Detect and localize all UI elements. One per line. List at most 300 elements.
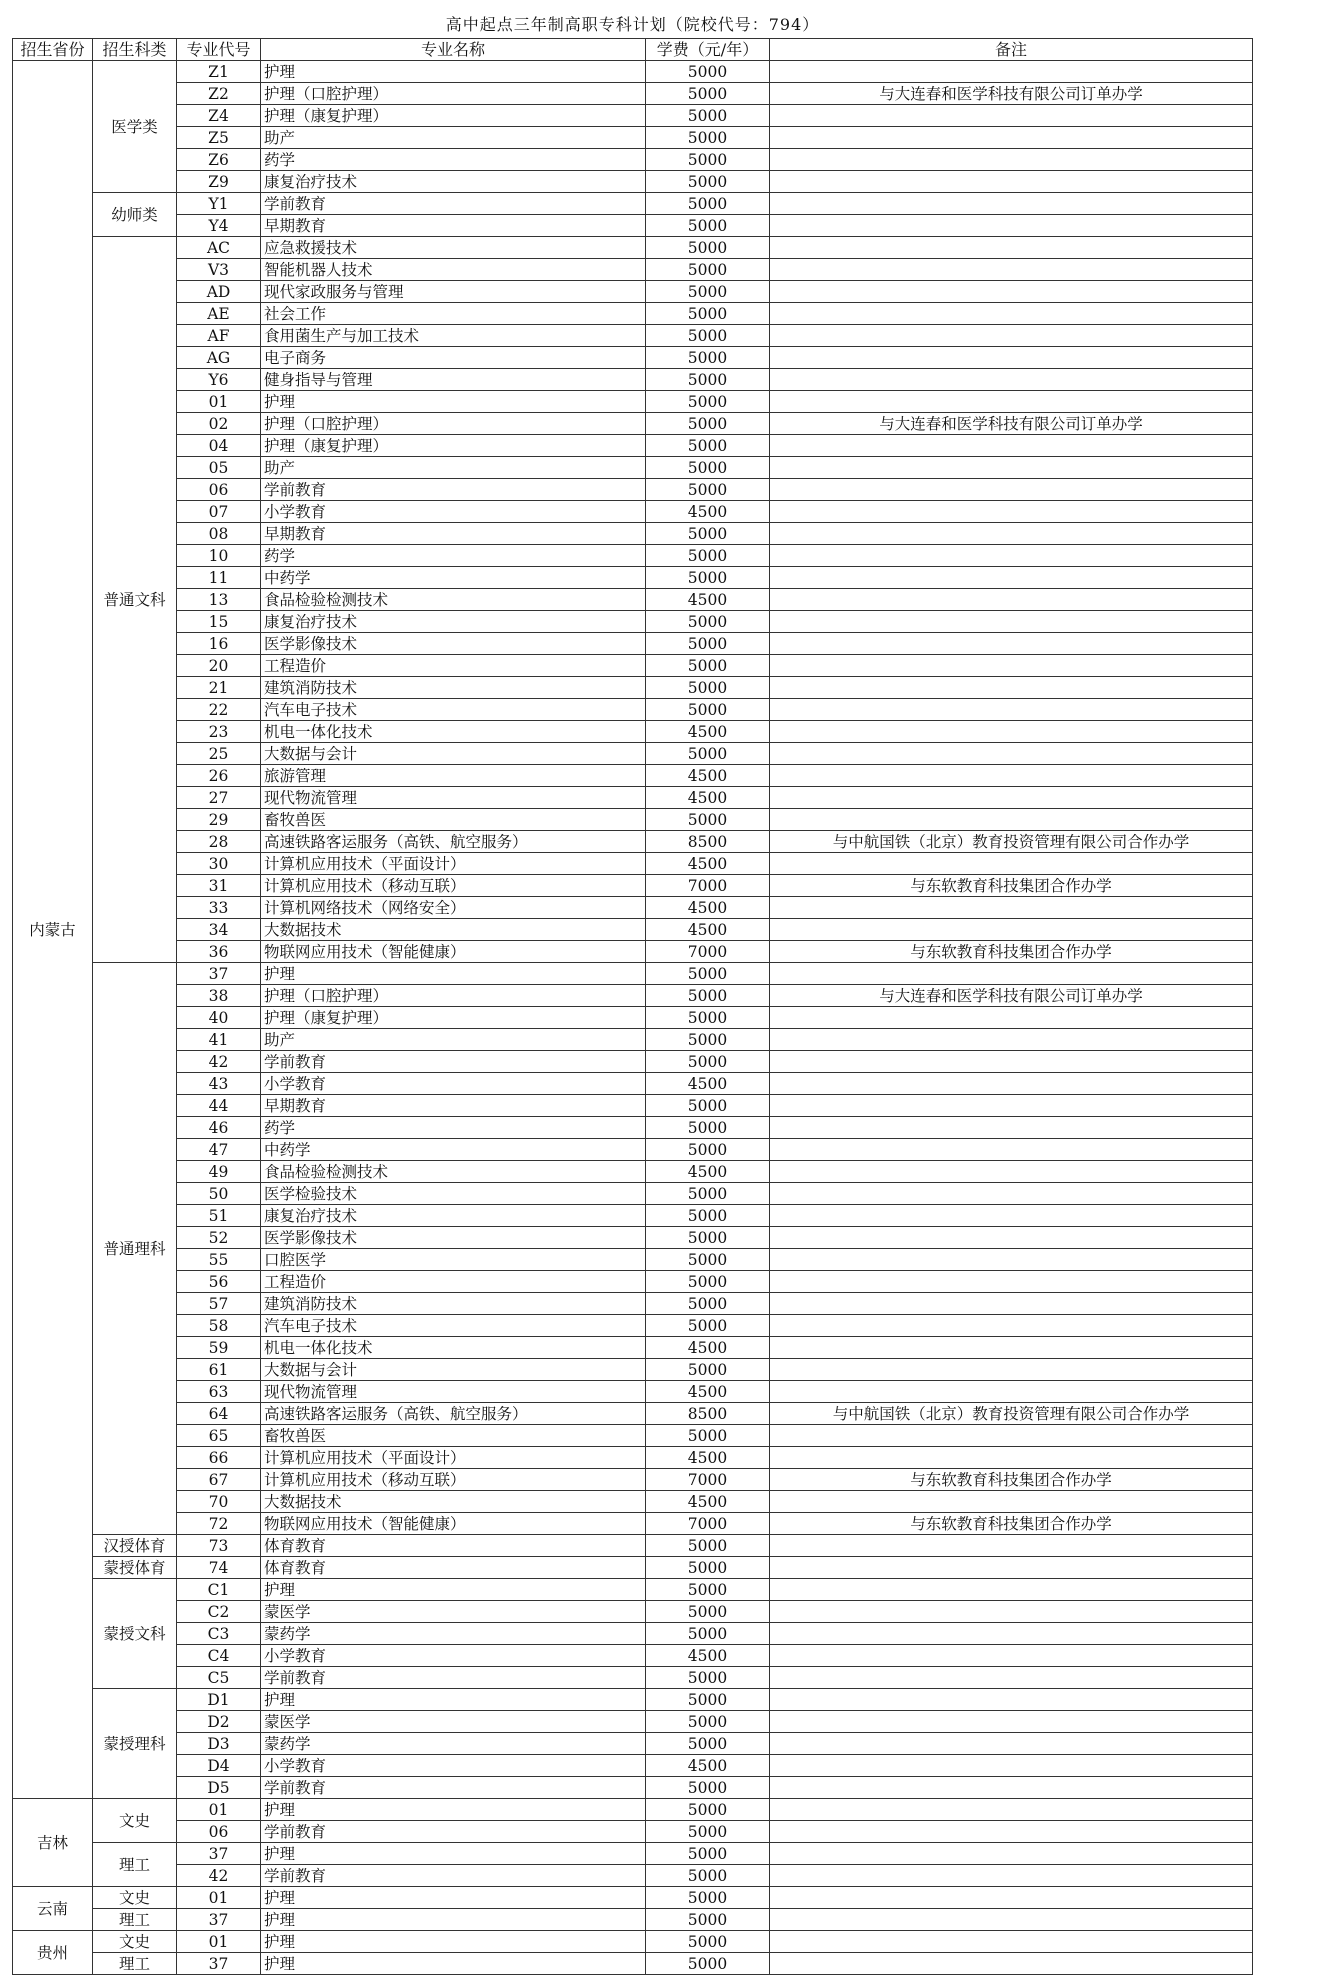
major-name-cell: 护理（康复护理） — [261, 105, 646, 127]
major-code-cell: 37 — [177, 1843, 261, 1865]
table-row — [13, 303, 1253, 325]
tuition-cell: 8500 — [646, 1403, 770, 1425]
major-code-cell: 01 — [177, 1887, 261, 1909]
table-row — [13, 127, 1253, 149]
table-row — [13, 1205, 1253, 1227]
remarks-cell — [770, 501, 1253, 523]
category-cell: 幼师类 — [93, 193, 177, 237]
table-row — [13, 831, 1253, 853]
major-code-cell: 05 — [177, 457, 261, 479]
remarks-cell: 与中航国铁（北京）教育投资管理有限公司合作办学 — [770, 1403, 1253, 1425]
major-name-cell: 护理 — [261, 1579, 646, 1601]
remarks-cell: 与大连春和医学科技有限公司订单办学 — [770, 985, 1253, 1007]
table-row — [13, 1689, 1253, 1711]
major-name-cell: 康复治疗技术 — [261, 1205, 646, 1227]
table-row — [13, 457, 1253, 479]
category-cell: 蒙授理科 — [93, 1689, 177, 1799]
table-row — [13, 1843, 1253, 1865]
remarks-cell — [770, 919, 1253, 941]
major-name-cell: 大数据与会计 — [261, 1359, 646, 1381]
header-category: 招生科类 — [93, 39, 177, 61]
tuition-cell: 4500 — [646, 853, 770, 875]
remarks-cell — [770, 1667, 1253, 1689]
table-row — [13, 1183, 1253, 1205]
major-code-cell: AC — [177, 237, 261, 259]
table-row — [13, 1073, 1253, 1095]
major-code-cell: D3 — [177, 1733, 261, 1755]
remarks-cell — [770, 567, 1253, 589]
tuition-cell: 5000 — [646, 479, 770, 501]
major-name-cell: 小学教育 — [261, 1755, 646, 1777]
table-row — [13, 435, 1253, 457]
tuition-cell: 5000 — [646, 809, 770, 831]
remarks-cell — [770, 1447, 1253, 1469]
major-name-cell: 中药学 — [261, 567, 646, 589]
enrollment-plan-sheet — [12, 12, 1252, 1975]
major-code-cell: 64 — [177, 1403, 261, 1425]
tuition-cell: 5000 — [646, 215, 770, 237]
table-row — [13, 1579, 1253, 1601]
table-row — [13, 1051, 1253, 1073]
tuition-cell: 5000 — [646, 1051, 770, 1073]
tuition-cell: 5000 — [646, 1887, 770, 1909]
major-name-cell: 学前教育 — [261, 193, 646, 215]
tuition-cell: 7000 — [646, 875, 770, 897]
major-code-cell: 56 — [177, 1271, 261, 1293]
tuition-cell: 4500 — [646, 501, 770, 523]
tuition-cell: 4500 — [646, 721, 770, 743]
major-code-cell: Z2 — [177, 83, 261, 105]
province-cell: 云南 — [13, 1887, 93, 1931]
major-name-cell: 社会工作 — [261, 303, 646, 325]
major-name-cell: 助产 — [261, 127, 646, 149]
major-code-cell: 37 — [177, 1953, 261, 1975]
tuition-cell: 5000 — [646, 523, 770, 545]
header-major-name: 专业名称 — [261, 39, 646, 61]
major-name-cell: 早期教育 — [261, 215, 646, 237]
major-name-cell: 计算机应用技术（移动互联） — [261, 875, 646, 897]
remarks-cell — [770, 237, 1253, 259]
table-row — [13, 1007, 1253, 1029]
table-row — [13, 1557, 1253, 1579]
table-row — [13, 1711, 1253, 1733]
category-cell: 普通理科 — [93, 963, 177, 1535]
remarks-cell — [770, 1755, 1253, 1777]
table-row — [13, 105, 1253, 127]
table-row — [13, 259, 1253, 281]
table-row — [13, 589, 1253, 611]
major-code-cell: 06 — [177, 479, 261, 501]
tuition-cell: 5000 — [646, 1711, 770, 1733]
major-code-cell: 72 — [177, 1513, 261, 1535]
tuition-cell: 4500 — [646, 1491, 770, 1513]
major-code-cell: 42 — [177, 1865, 261, 1887]
tuition-cell: 5000 — [646, 83, 770, 105]
category-cell: 医学类 — [93, 61, 177, 193]
remarks-cell — [770, 391, 1253, 413]
major-name-cell: 医学检验技术 — [261, 1183, 646, 1205]
table-row — [13, 347, 1253, 369]
major-name-cell: 建筑消防技术 — [261, 677, 646, 699]
remarks-cell — [770, 1051, 1253, 1073]
table-row — [13, 1271, 1253, 1293]
major-name-cell: 学前教育 — [261, 1821, 646, 1843]
major-code-cell: 70 — [177, 1491, 261, 1513]
tuition-cell: 5000 — [646, 61, 770, 83]
tuition-cell: 5000 — [646, 1117, 770, 1139]
major-code-cell: 55 — [177, 1249, 261, 1271]
major-name-cell: 药学 — [261, 1117, 646, 1139]
category-cell: 理工 — [93, 1909, 177, 1931]
tuition-cell: 5000 — [646, 259, 770, 281]
major-name-cell: 小学教育 — [261, 1645, 646, 1667]
table-row — [13, 1249, 1253, 1271]
header-row — [13, 39, 1253, 61]
major-name-cell: 小学教育 — [261, 501, 646, 523]
tuition-cell: 5000 — [646, 699, 770, 721]
tuition-cell: 5000 — [646, 435, 770, 457]
table-row — [13, 1887, 1253, 1909]
table-row — [13, 215, 1253, 237]
major-code-cell: 37 — [177, 1909, 261, 1931]
major-code-cell: D4 — [177, 1755, 261, 1777]
tuition-cell: 5000 — [646, 1623, 770, 1645]
major-name-cell: 护理 — [261, 1799, 646, 1821]
major-name-cell: 计算机应用技术（平面设计） — [261, 1447, 646, 1469]
major-name-cell: 机电一体化技术 — [261, 721, 646, 743]
tuition-cell: 5000 — [646, 149, 770, 171]
tuition-cell: 4500 — [646, 1161, 770, 1183]
major-name-cell: 工程造价 — [261, 1271, 646, 1293]
tuition-cell: 5000 — [646, 1425, 770, 1447]
major-name-cell: 小学教育 — [261, 1073, 646, 1095]
category-cell: 文史 — [93, 1931, 177, 1953]
major-code-cell: 29 — [177, 809, 261, 831]
major-name-cell: 旅游管理 — [261, 765, 646, 787]
major-code-cell: C5 — [177, 1667, 261, 1689]
remarks-cell — [770, 611, 1253, 633]
tuition-cell: 5000 — [646, 1183, 770, 1205]
tuition-cell: 7000 — [646, 1469, 770, 1491]
table-row — [13, 699, 1253, 721]
major-name-cell: 护理 — [261, 1931, 646, 1953]
major-name-cell: 大数据技术 — [261, 1491, 646, 1513]
remarks-cell — [770, 61, 1253, 83]
remarks-cell — [770, 1491, 1253, 1513]
tuition-cell: 5000 — [646, 1777, 770, 1799]
remarks-cell — [770, 1007, 1253, 1029]
remarks-cell — [770, 347, 1253, 369]
province-cell: 吉林 — [13, 1799, 93, 1887]
major-code-cell: 63 — [177, 1381, 261, 1403]
tuition-cell: 5000 — [646, 1821, 770, 1843]
remarks-cell — [770, 303, 1253, 325]
remarks-cell: 与东软教育科技集团合作办学 — [770, 875, 1253, 897]
tuition-cell: 5000 — [646, 127, 770, 149]
remarks-cell — [770, 1623, 1253, 1645]
remarks-cell — [770, 765, 1253, 787]
table-row — [13, 853, 1253, 875]
table-row — [13, 1403, 1253, 1425]
tuition-cell: 5000 — [646, 1359, 770, 1381]
remarks-cell: 与中航国铁（北京）教育投资管理有限公司合作办学 — [770, 831, 1253, 853]
remarks-cell — [770, 1645, 1253, 1667]
table-row — [13, 369, 1253, 391]
major-name-cell: 早期教育 — [261, 523, 646, 545]
remarks-cell — [770, 105, 1253, 127]
major-name-cell: 蒙药学 — [261, 1623, 646, 1645]
major-name-cell: 大数据技术 — [261, 919, 646, 941]
major-code-cell: 66 — [177, 1447, 261, 1469]
major-name-cell: 学前教育 — [261, 1865, 646, 1887]
major-code-cell: 65 — [177, 1425, 261, 1447]
major-name-cell: 护理 — [261, 1843, 646, 1865]
table-row — [13, 765, 1253, 787]
major-code-cell: 47 — [177, 1139, 261, 1161]
tuition-cell: 5000 — [646, 369, 770, 391]
tuition-cell: 5000 — [646, 1733, 770, 1755]
category-cell: 理工 — [93, 1843, 177, 1887]
remarks-cell — [770, 1821, 1253, 1843]
major-code-cell: 02 — [177, 413, 261, 435]
remarks-cell — [770, 1733, 1253, 1755]
table-row — [13, 985, 1253, 1007]
remarks-cell — [770, 215, 1253, 237]
major-name-cell: 高速铁路客运服务（高铁、航空服务） — [261, 1403, 646, 1425]
major-name-cell: 药学 — [261, 545, 646, 567]
tuition-cell: 5000 — [646, 1007, 770, 1029]
tuition-cell: 5000 — [646, 1799, 770, 1821]
remarks-cell — [770, 1887, 1253, 1909]
major-code-cell: 37 — [177, 963, 261, 985]
major-code-cell: D2 — [177, 1711, 261, 1733]
sheet-title: 高中起点三年制高职专科计划（院校代号：794） — [13, 12, 1253, 39]
major-name-cell: 应急救援技术 — [261, 237, 646, 259]
major-name-cell: 畜牧兽医 — [261, 809, 646, 831]
table-row — [13, 237, 1253, 259]
remarks-cell — [770, 1073, 1253, 1095]
remarks-cell — [770, 281, 1253, 303]
table-row — [13, 1315, 1253, 1337]
table-row — [13, 897, 1253, 919]
tuition-cell: 5000 — [646, 1271, 770, 1293]
tuition-cell: 5000 — [646, 1667, 770, 1689]
tuition-cell: 5000 — [646, 1535, 770, 1557]
table-row — [13, 413, 1253, 435]
tuition-cell: 7000 — [646, 1513, 770, 1535]
major-code-cell: 59 — [177, 1337, 261, 1359]
major-code-cell: 21 — [177, 677, 261, 699]
remarks-cell — [770, 699, 1253, 721]
tuition-cell: 5000 — [646, 413, 770, 435]
remarks-cell — [770, 1337, 1253, 1359]
tuition-cell: 5000 — [646, 281, 770, 303]
remarks-cell — [770, 721, 1253, 743]
remarks-cell — [770, 1161, 1253, 1183]
major-code-cell: 41 — [177, 1029, 261, 1051]
major-code-cell: Z5 — [177, 127, 261, 149]
remarks-cell — [770, 743, 1253, 765]
remarks-cell — [770, 369, 1253, 391]
table-row — [13, 1469, 1253, 1491]
remarks-cell — [770, 479, 1253, 501]
table-row — [13, 61, 1253, 83]
table-row — [13, 633, 1253, 655]
remarks-cell — [770, 1425, 1253, 1447]
table-row — [13, 545, 1253, 567]
major-code-cell: 16 — [177, 633, 261, 655]
remarks-cell — [770, 1381, 1253, 1403]
table-row — [13, 1513, 1253, 1535]
category-cell: 普通文科 — [93, 237, 177, 963]
remarks-cell — [770, 1029, 1253, 1051]
remarks-cell — [770, 1117, 1253, 1139]
major-name-cell: 畜牧兽医 — [261, 1425, 646, 1447]
major-name-cell: 现代物流管理 — [261, 1381, 646, 1403]
major-name-cell: 医学影像技术 — [261, 1227, 646, 1249]
major-code-cell: 22 — [177, 699, 261, 721]
tuition-cell: 5000 — [646, 1579, 770, 1601]
major-code-cell: C2 — [177, 1601, 261, 1623]
table-row — [13, 1909, 1253, 1931]
remarks-cell — [770, 149, 1253, 171]
title-row — [13, 12, 1253, 39]
tuition-cell: 5000 — [646, 985, 770, 1007]
tuition-cell: 5000 — [646, 193, 770, 215]
remarks-cell — [770, 171, 1253, 193]
major-name-cell: 蒙医学 — [261, 1601, 646, 1623]
major-name-cell: 中药学 — [261, 1139, 646, 1161]
table-row — [13, 1821, 1253, 1843]
major-name-cell: 护理 — [261, 1887, 646, 1909]
table-row — [13, 1535, 1253, 1557]
major-name-cell: 药学 — [261, 149, 646, 171]
major-code-cell: AD — [177, 281, 261, 303]
major-name-cell: 护理（康复护理） — [261, 435, 646, 457]
major-name-cell: 食用菌生产与加工技术 — [261, 325, 646, 347]
major-name-cell: 助产 — [261, 457, 646, 479]
major-name-cell: 计算机应用技术（平面设计） — [261, 853, 646, 875]
table-row — [13, 1029, 1253, 1051]
remarks-cell — [770, 1909, 1253, 1931]
remarks-cell — [770, 1711, 1253, 1733]
tuition-cell: 5000 — [646, 743, 770, 765]
major-name-cell: 康复治疗技术 — [261, 611, 646, 633]
remarks-cell — [770, 1359, 1253, 1381]
table-row — [13, 1381, 1253, 1403]
tuition-cell: 5000 — [646, 677, 770, 699]
table-body — [13, 12, 1253, 1975]
remarks-cell — [770, 963, 1253, 985]
table-row — [13, 655, 1253, 677]
tuition-cell: 5000 — [646, 457, 770, 479]
major-code-cell: D1 — [177, 1689, 261, 1711]
province-cell: 贵州 — [13, 1931, 93, 1975]
table-row — [13, 1865, 1253, 1887]
major-code-cell: 26 — [177, 765, 261, 787]
table-row — [13, 1953, 1253, 1975]
table-row — [13, 721, 1253, 743]
tuition-cell: 5000 — [646, 303, 770, 325]
major-name-cell: 物联网应用技术（智能健康） — [261, 941, 646, 963]
major-name-cell: 健身指导与管理 — [261, 369, 646, 391]
remarks-cell — [770, 633, 1253, 655]
major-name-cell: 大数据与会计 — [261, 743, 646, 765]
tuition-cell: 4500 — [646, 765, 770, 787]
major-code-cell: 11 — [177, 567, 261, 589]
major-code-cell: 13 — [177, 589, 261, 611]
province-cell: 内蒙古 — [13, 61, 93, 1799]
major-name-cell: 计算机网络技术（网络安全） — [261, 897, 646, 919]
major-name-cell: 护理 — [261, 61, 646, 83]
major-name-cell: 现代家政服务与管理 — [261, 281, 646, 303]
remarks-cell — [770, 1953, 1253, 1975]
remarks-cell — [770, 1227, 1253, 1249]
table-row — [13, 963, 1253, 985]
tuition-cell: 5000 — [646, 655, 770, 677]
remarks-cell — [770, 1557, 1253, 1579]
major-code-cell: 50 — [177, 1183, 261, 1205]
remarks-cell — [770, 1095, 1253, 1117]
table-row — [13, 1359, 1253, 1381]
major-name-cell: 蒙医学 — [261, 1711, 646, 1733]
major-name-cell: 护理 — [261, 1953, 646, 1975]
remarks-cell — [770, 809, 1253, 831]
remarks-cell — [770, 457, 1253, 479]
major-code-cell: Z6 — [177, 149, 261, 171]
major-name-cell: 汽车电子技术 — [261, 1315, 646, 1337]
header-province: 招生省份 — [13, 39, 93, 61]
table-row — [13, 1645, 1253, 1667]
table-row — [13, 1337, 1253, 1359]
remarks-cell — [770, 1601, 1253, 1623]
remarks-cell: 与大连春和医学科技有限公司订单办学 — [770, 83, 1253, 105]
table-row — [13, 193, 1253, 215]
remarks-cell — [770, 523, 1253, 545]
major-code-cell: 31 — [177, 875, 261, 897]
remarks-cell: 与东软教育科技集团合作办学 — [770, 1513, 1253, 1535]
tuition-cell: 7000 — [646, 941, 770, 963]
major-name-cell: 体育教育 — [261, 1557, 646, 1579]
major-code-cell: 38 — [177, 985, 261, 1007]
major-code-cell: 20 — [177, 655, 261, 677]
tuition-cell: 5000 — [646, 325, 770, 347]
major-name-cell: 汽车电子技术 — [261, 699, 646, 721]
tuition-cell: 4500 — [646, 1447, 770, 1469]
major-code-cell: 10 — [177, 545, 261, 567]
tuition-cell: 5000 — [646, 237, 770, 259]
tuition-cell: 4500 — [646, 1755, 770, 1777]
major-code-cell: 51 — [177, 1205, 261, 1227]
major-code-cell: 73 — [177, 1535, 261, 1557]
major-name-cell: 早期教育 — [261, 1095, 646, 1117]
major-code-cell: C4 — [177, 1645, 261, 1667]
major-code-cell: D5 — [177, 1777, 261, 1799]
category-cell: 文史 — [93, 1799, 177, 1843]
table-row — [13, 787, 1253, 809]
major-name-cell: 护理（口腔护理） — [261, 413, 646, 435]
remarks-cell: 与东软教育科技集团合作办学 — [770, 941, 1253, 963]
table-row — [13, 1425, 1253, 1447]
remarks-cell — [770, 1139, 1253, 1161]
major-code-cell: AG — [177, 347, 261, 369]
table-row — [13, 83, 1253, 105]
tuition-cell: 4500 — [646, 1337, 770, 1359]
table-row — [13, 1139, 1253, 1161]
table-row — [13, 611, 1253, 633]
major-code-cell: 01 — [177, 1931, 261, 1953]
tuition-cell: 8500 — [646, 831, 770, 853]
